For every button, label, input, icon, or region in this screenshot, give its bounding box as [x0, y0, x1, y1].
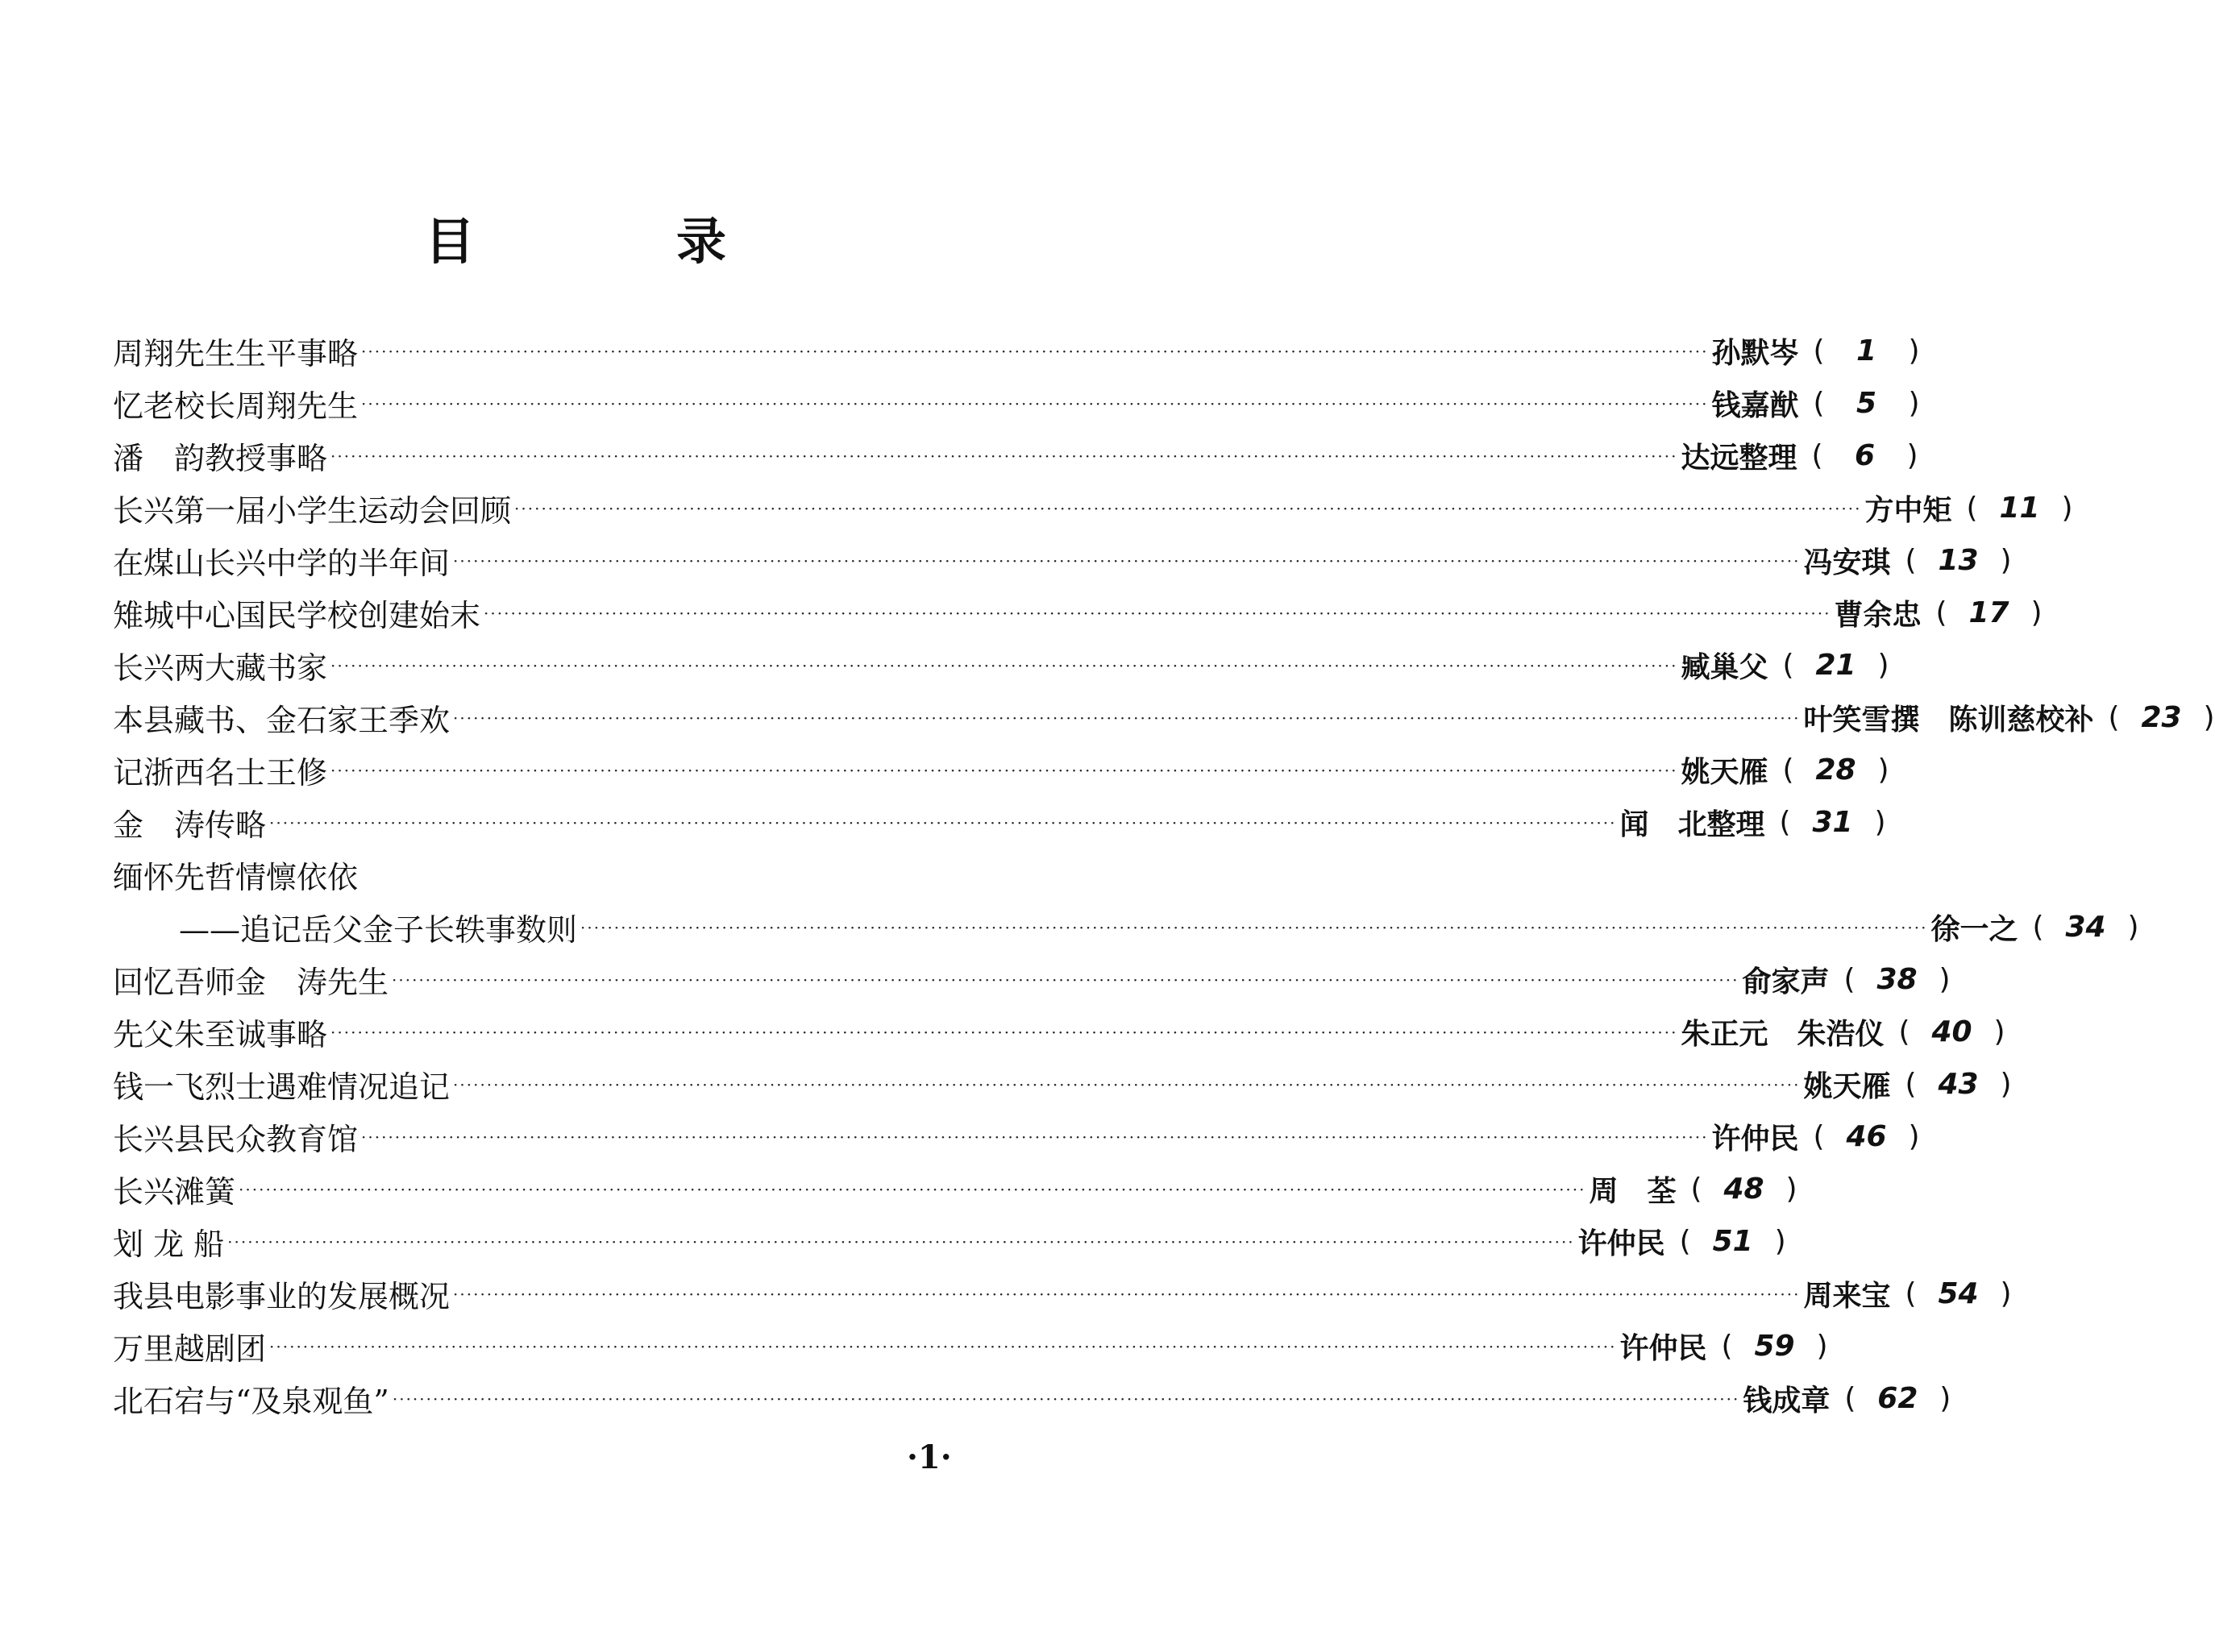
toc-entry[interactable] — [113, 325, 1920, 377]
toc-entry-title: ——追记岳父金子长轶事数则 — [179, 912, 578, 948]
toc-entry-page: ( 51 ) — [1679, 1225, 1786, 1258]
dot-leader: ········································································································································································································ — [361, 393, 1709, 413]
page-ref-number: 11 — [1999, 492, 2040, 525]
toc-entry[interactable] — [113, 1215, 1786, 1268]
toc-entry-title: 金 涛传略 — [113, 807, 267, 843]
page-ref-number: 17 — [1968, 596, 2009, 629]
toc-entry[interactable] — [113, 377, 1920, 430]
toc-entry-page: ( 31 ) — [1779, 806, 1886, 839]
toc-entry-author: 许仲民 — [1619, 1332, 1707, 1365]
dot-leader: ········································································································································································································ — [392, 1388, 1740, 1409]
toc-entry-author: 孙默岑 — [1711, 337, 1799, 370]
page-ref-number: 1 — [1856, 334, 1877, 367]
page-number: ·1· — [907, 1438, 952, 1476]
dot-leader: ········································································································································································································ — [330, 655, 1678, 675]
toc-entry[interactable] — [113, 1163, 1797, 1215]
toc-entry-page: ( 6 ) — [1811, 439, 1918, 472]
page-ref-number: 34 — [2065, 911, 2106, 944]
dot-leader: ········································································································································································································ — [453, 1074, 1801, 1094]
toc-entry-page: ( 62 ) — [1844, 1382, 1951, 1415]
toc-entry-title: 长兴两大藏书家 — [113, 650, 328, 686]
toc-entry-author: 钱嘉猷 — [1711, 389, 1799, 422]
dot-leader: ········································································································································································································ — [514, 498, 1862, 518]
toc-entry-page: ( 46 ) — [1813, 1120, 1920, 1153]
toc-entry-author: 许仲民 — [1711, 1123, 1799, 1156]
toc-entry[interactable] — [113, 639, 1889, 691]
dot-leader: ········································································································································································································ — [361, 341, 1709, 361]
toc-entry-title: 潘 韵教授事略 — [113, 441, 328, 476]
toc-entry-page: ( 40 ) — [1898, 1015, 2005, 1048]
page-ref-number: 62 — [1877, 1382, 1918, 1415]
toc-entry-author: 周 荃 — [1589, 1175, 1677, 1208]
page-ref-number: 43 — [1938, 1068, 1979, 1101]
toc-entry-title: 本县藏书、金石家王季欢 — [113, 703, 451, 738]
toc-entry-page: ( 43 ) — [1905, 1068, 2012, 1101]
toc-entry[interactable] — [113, 587, 2043, 639]
dot-leader: ········································································································································································································ — [484, 603, 1831, 623]
toc-entry-title: 忆老校长周翔先生 — [113, 388, 359, 424]
page-ref-number: 48 — [1723, 1173, 1764, 1206]
toc-entry-author: 钱成章 — [1743, 1384, 1831, 1417]
page-ref-number: 13 — [1938, 544, 1979, 577]
page-ref-number: 59 — [1754, 1330, 1795, 1363]
toc-entry-author: 冯安琪 — [1803, 546, 1891, 579]
toc-entry[interactable] — [113, 953, 1951, 1006]
toc-entry-page: ( 1 ) — [1813, 334, 1920, 367]
title-char-right: 录 — [676, 212, 727, 271]
toc-entry-author: 方中矩 — [1864, 494, 1952, 527]
dot-leader: ········································································································································································································ — [227, 1231, 1575, 1251]
page-title — [0, 201, 1151, 273]
toc-entry[interactable] — [113, 1268, 2012, 1320]
toc-entry-author: 徐一之 — [1930, 913, 2018, 946]
page-ref-number: 40 — [1931, 1015, 1972, 1048]
toc-entry-page: ( 21 ) — [1782, 649, 1889, 682]
toc-entry-page: ( 13 ) — [1905, 544, 2012, 577]
toc-entry-author: 叶笑雪撰 陈训慈校补 — [1803, 704, 2094, 737]
dot-leader: ········································································································································································································ — [580, 917, 1928, 937]
toc-entry-title: 记浙西名士王修 — [113, 755, 328, 791]
toc-entry-title: 划 龙 船 — [113, 1227, 225, 1262]
table-of-contents — [113, 325, 2215, 1425]
toc-entry-author: 臧巢父 — [1681, 651, 1768, 684]
toc-entry[interactable] — [113, 430, 1918, 482]
toc-entry[interactable] — [113, 744, 1889, 796]
toc-entry-title: 钱一飞烈士遇难情况追记 — [113, 1069, 451, 1105]
page-ref-number: 6 — [1854, 439, 1876, 472]
toc-entry-title: 长兴第一届小学生运动会回顾 — [113, 493, 512, 529]
toc-entry[interactable] — [113, 1058, 2012, 1110]
toc-entry-author: 朱正元 朱浩仪 — [1681, 1018, 1885, 1051]
toc-entry[interactable] — [113, 901, 2139, 953]
toc-entry-page: ( 59 ) — [1721, 1330, 1828, 1363]
toc-entry-page: ( 54 ) — [1905, 1277, 2012, 1310]
toc-entry-author: 周来宝 — [1803, 1280, 1891, 1313]
toc-entry-title: 缅怀先哲情懔依依 — [113, 860, 359, 895]
toc-entry[interactable] — [113, 1320, 1828, 1372]
toc-entry-page: ( 5 ) — [1813, 387, 1920, 420]
page-ref-number: 31 — [1812, 806, 1853, 839]
dot-leader: ········································································································································································································ — [392, 969, 1739, 990]
dot-leader: ········································································································································································································ — [453, 708, 1801, 728]
toc-entry-page: ( 48 ) — [1690, 1173, 1797, 1206]
toc-entry-author: 许仲民 — [1577, 1227, 1665, 1260]
dot-leader: ········································································································································································································ — [269, 812, 1617, 832]
toc-entry[interactable] — [113, 1006, 2005, 1058]
toc-entry[interactable] — [113, 1372, 1951, 1425]
toc-entry-title: 我县电影事业的发展概况 — [113, 1279, 451, 1314]
page-ref-number: 21 — [1815, 649, 1856, 682]
toc-entry[interactable] — [113, 849, 1048, 901]
toc-entry-title: 北石宕与“及泉观鱼” — [113, 1384, 389, 1419]
toc-entry-page: ( 38 ) — [1843, 963, 1951, 996]
dot-leader: ········································································································································································································ — [453, 550, 1801, 571]
page-ref-number: 5 — [1856, 387, 1877, 420]
toc-entry-title: 雉城中心国民学校创建始末 — [113, 598, 481, 633]
page-ref-number: 46 — [1846, 1120, 1887, 1153]
toc-entry-title: 周翔先生生平事略 — [113, 336, 359, 371]
dot-leader: ········································································································································································································ — [453, 1284, 1801, 1304]
toc-entry[interactable] — [113, 796, 1886, 849]
toc-entry-page: ( 17 ) — [1935, 596, 2043, 629]
page-ref-number: 38 — [1876, 963, 1918, 996]
toc-entry-author: 闻 北整理 — [1619, 808, 1765, 841]
dot-leader: ········································································································································································································ — [269, 1336, 1617, 1356]
toc-entry-author: 俞家声 — [1742, 965, 1830, 998]
toc-entry-title: 万里越剧团 — [113, 1331, 267, 1367]
toc-entry-page: ( 11 ) — [1966, 492, 2073, 525]
toc-entry[interactable] — [113, 1110, 1920, 1163]
toc-entry[interactable] — [113, 691, 2215, 744]
dot-leader: ········································································································································································································ — [330, 1022, 1678, 1042]
dot-leader: ········································································································································································································ — [361, 1127, 1709, 1147]
toc-entry[interactable] — [113, 534, 2012, 587]
page-ref-number: 23 — [2141, 701, 2182, 734]
dot-leader: ········································································································································································································ — [330, 446, 1678, 466]
title-char-left: 目 — [424, 212, 475, 271]
toc-entry-title: 长兴县民众教育馆 — [113, 1122, 359, 1157]
toc-entry-title: 先父朱至诚事略 — [113, 1017, 328, 1052]
toc-entry-title: 在煤山长兴中学的半年间 — [113, 546, 451, 581]
dot-leader: ········································································································································································································ — [330, 760, 1678, 780]
toc-entry-author: 达远整理 — [1681, 442, 1797, 475]
toc-entry-page: ( 23 ) — [2108, 701, 2215, 734]
toc-entry-author: 姚天雁 — [1803, 1070, 1891, 1103]
toc-entry[interactable] — [113, 482, 2073, 534]
toc-entry-title: 回忆吾师金 涛先生 — [113, 965, 389, 1000]
toc-entry-page: ( 28 ) — [1782, 753, 1889, 787]
page-ref-number: 51 — [1712, 1225, 1753, 1258]
toc-entry-author: 姚天雁 — [1681, 756, 1768, 789]
dot-leader: ········································································································································································································ — [239, 1179, 1586, 1199]
toc-entry-page: ( 34 ) — [2032, 911, 2139, 944]
page-ref-number: 54 — [1938, 1277, 1979, 1310]
page-ref-number: 28 — [1815, 753, 1856, 787]
toc-entry-title: 长兴滩簧 — [113, 1174, 236, 1210]
toc-entry-author: 曹余忠 — [1834, 599, 1922, 632]
